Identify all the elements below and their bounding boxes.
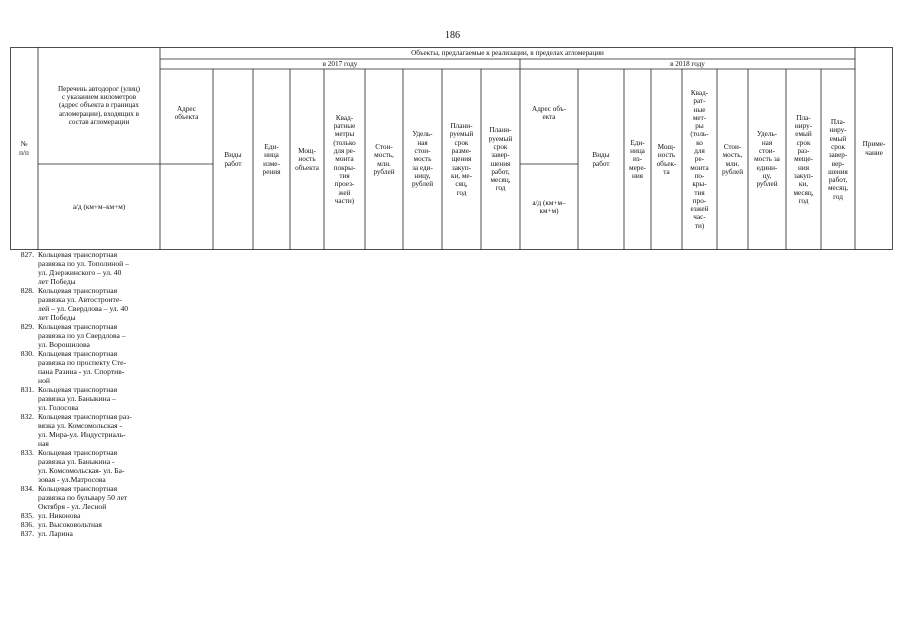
col-2018-unit-cost: Удель- ная стои- мость за единн- цу, рублей [754,130,780,189]
row-road-name: Кольцевая транспортная развязка по проспекту Сте- пана Разина - ул. Спортив- ной [38,349,127,385]
col-2017-segment [160,164,213,250]
row-road-name: Кольцевая транспортная развязка ул. Автостроите- лей – ул. Свердлова – ул. 40 лет Победы [38,286,129,322]
table-row [10,412,170,448]
row-road-name: Кольцевая транспортная развязка ул. Баныкина – ул. Голосова [38,385,118,412]
row-number: 830. [20,349,34,358]
table-row [10,448,170,484]
table-row [10,529,170,538]
table-row [10,286,170,322]
col-2017-work-types: Виды работ [224,151,242,168]
table-row [10,385,170,412]
col-2017-completion-term: Плани- руемый срок завер- шения работ, месяц, год [488,126,513,193]
row-road-name: ул. Высоковольтная [38,520,102,529]
page-number: 186 [445,30,460,41]
col-2018-placement-term: Пла- ниру- емый срок раз- меще- ния закуп- ки, месяц, год [793,113,814,205]
col-2017-sqm: Квад- ратные метры (только для ре- монта покры- тия проез- жей части) [333,113,356,205]
col-2017-cost: Стои- мость, млн. рублей [373,142,395,176]
table-row [10,484,170,511]
row-number: 827. [20,250,34,259]
table-row [10,322,170,349]
row-road-name: Кольцевая транспортная развязка ул. Баныкина - ул. Комсомольская- ул. Ба- зовая - ул.Матросова [38,448,125,484]
row-number: 835. [20,511,34,520]
row-number: 828. [20,286,34,295]
row-number: 836. [20,520,34,529]
col-2018-segment: а/д (км+м– км+м) [532,198,566,215]
row-number: 837. [20,529,34,538]
col-note: Приме- чание [862,140,886,157]
col-2018-cost: Стои- мость, млн. рублей [721,142,744,176]
col-2018-work-types: Виды работ [592,151,610,168]
row-road-name: ул. Ларина [38,529,73,538]
col-2018-address: Адрес объ- екта [532,105,566,122]
row-road-name: Кольцевая транспортная раз- вязка ул. Комсомольская - ул. Мира-ул. Индустриаль- ная [38,412,132,448]
table-row [10,520,170,529]
year-2017-title: в 2017 году [322,59,358,68]
col-2017-address: Адрес объекта [174,105,199,122]
row-road-name: ул. Никонова [38,511,81,520]
col-2018-capacity: Мощ- ность объек- та [656,142,677,176]
col-2018-sqm: Квад- рат- ные мет- ры (толь- ко для ре- монта по- кры- тия про- езжей час- ти) [690,88,709,230]
col-2018-completion-term: Пла- ниру- емый срок завер- вер- шения работ, месяц, год [827,118,849,201]
row-road-name: Кольцевая транспортная развязка по ул Свердлова – ул. Ворошилова [38,322,126,349]
table-row [10,349,170,385]
col-2017-placement-term: Плани- руемый срок разме- щения закуп- ки, ме- сяц, год [449,122,474,197]
col-road-list: Перечень автодорог (улиц) с указанием километров (адрес объекта в границах агломерации), входящих в состав агломерации [57,84,141,126]
row-number: 832. [20,412,34,421]
row-number: 829. [20,322,34,331]
objects-title: Объекты, предлагаемые к реализации, в пределах агломерации [411,48,604,57]
year-2018-title: в 2018 году [670,59,705,68]
table-row [10,250,170,286]
table-header [10,47,895,251]
col-2017-capacity: Мощ- ность объекта [295,147,319,172]
table-body [10,250,170,538]
col-2017-unit-cost: Удель- ная стои- мость за еди- ницу, рублей [411,130,434,189]
row-number: 833. [20,448,34,457]
table-row [10,511,170,520]
row-number: 831. [20,385,34,394]
col-2017-unit: Еди- ница изме- рения [262,142,281,176]
col-road-segment: а/д (км+м–км+м) [72,202,126,211]
row-road-name: Кольцевая транспортная развязка по ул. Тополиной – ул. Дзержинского – ул. 40 лет Победы [38,250,129,286]
row-road-name: Кольцевая транспортная развязка по бульвару 50 лет Октября - ул. Лесной [38,484,128,511]
row-number: 834. [20,484,34,493]
col-2018-unit: Еди- ница из- мере- ния [629,138,646,180]
col-number: № п/п [19,140,29,157]
